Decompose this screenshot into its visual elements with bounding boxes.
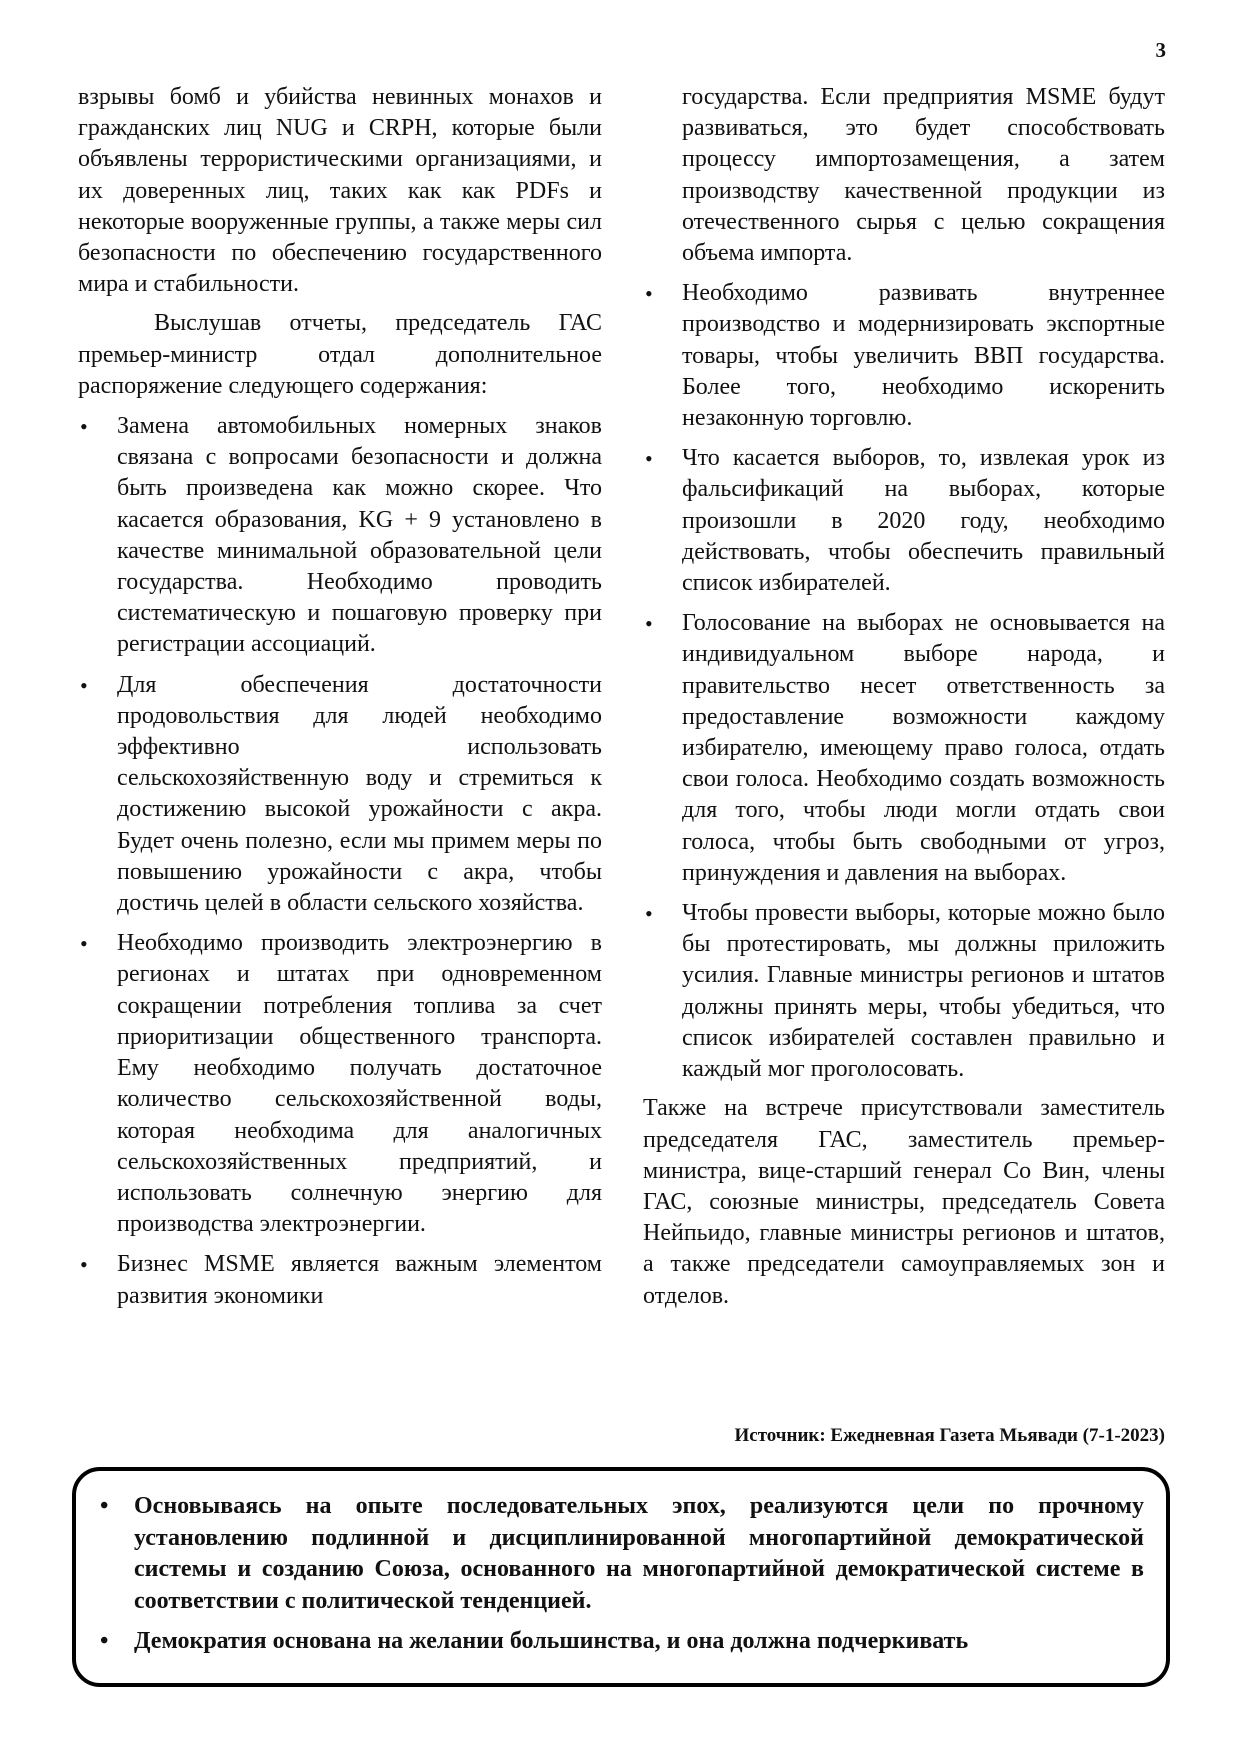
list-item: • Для обеспечения достаточности продовольствия для людей необходимо эффективно использовать сельскохозяйственную воду и стремиться к достижению высокой урожайности с акра. Будет очень полезно, если мы примем меры по повышению урожайности с акра, чтобы достичь целей в области сельского хозяйства. <box>78 670 602 920</box>
page-number: 3 <box>1155 38 1166 62</box>
source-citation: Источник: Ежедневная Газета Мьявади (7-1-2023) <box>734 1425 1165 1446</box>
list-item: • Замена автомобильных номерных знаков связана с вопросами безопасности и должна быть произведена как можно скорее. Что касается образования, KG + 9 установлено в качестве минимальной образовательной цели государства. Необходимо проводить систематическую и пошаговую проверку при регистрации ассоциаций. <box>78 411 602 661</box>
boxed-notes-list <box>94 1491 1144 1658</box>
closing-paragraph: Также на встрече присутствовали заместитель председателя ГАС, заместитель премьер-министра, вице-старший генерал Со Вин, члены ГАС, союзные министры, председатель Совета Нейпьидо, главные министры регионов и штатов, а также председатели самоуправляемых зон и отделов. <box>643 1095 1165 1309</box>
directive-list-continued <box>643 82 1165 1085</box>
right-column <box>643 82 1165 1312</box>
list-item: • Бизнес MSME является важным элементом развития экономики <box>78 1249 602 1311</box>
intro-paragraph: Выслушав отчеты, председатель ГАС премьер-министр отдал дополнительное распоряжение следующего содержания: <box>78 310 602 399</box>
list-item: • Необходимо развивать внутреннее производство и модернизировать экспортные товары, чтобы увеличить ВВП государства. Более того, необходимо искоренить незаконную торговлю. <box>643 278 1165 434</box>
boxed-note: • Демократия основана на желании большинства, и она должна подчеркивать <box>94 1626 1144 1658</box>
boxed-notes <box>72 1467 1170 1687</box>
list-item: • Чтобы провести выборы, которые можно было бы протестировать, мы должны приложить усилия. Главные министры регионов и штатов должны принять меры, чтобы убедиться, что список избирателей составлен правильно и каждый мог проголосовать. <box>643 898 1165 1085</box>
directive-list <box>78 411 602 1312</box>
list-item: • Голосование на выборах не основывается на индивидуальном выборе народа, и правительство несет ответственность за предоставление возможности каждому избирателю, имеющему право голоса, отдать свои голоса. Необходимо создать возможность для того, чтобы люди могли отдать свои голоса, чтобы быть свободными от угроз, принуждения и давления на выборах. <box>643 608 1165 889</box>
opening-paragraph: взрывы бомб и убийства невинных монахов и гражданских лиц NUG и CRPH, которые были объявлены террористическими организациями, и их доверенных лиц, таких как как PDFs и некоторые вооруженные группы, а также меры сил безопасности по обеспечению государственного мира и стабильности. <box>78 84 602 298</box>
boxed-note: • Основываясь на опыте последовательных эпох, реализуются цели по прочному установлению подлинной и дисциплинированной многопартийной демократической системы и созданию Союза, основанного на многопартийной демократической системе в соответствии с политической тенденцией. <box>94 1491 1144 1617</box>
left-column <box>78 82 602 1312</box>
list-item: • Что касается выборов, то, извлекая урок из фальсификаций на выборах, которые произошли в 2020 году, необходимо действовать, чтобы обеспечить правильный список избирателей. <box>643 443 1165 599</box>
list-item-continuation: государства. Если предприятия MSME будут развиваться, это будет способствовать процессу импортозамещения, а затем производству качественной продукции из отечественного сырья с целью сокращения объема импорта. <box>682 84 1165 267</box>
list-item: • Необходимо производить электроэнергию в регионах и штатах при одновременном сокращении потребления топлива за счет приоритизации общественного транспорта. Ему необходимо получать достаточное количество сельскохозяйственной воды, которая необходима для аналогичных сельскохозяйственных предприятий, и использовать солнечную энергию для производства электроэнергии. <box>78 928 602 1240</box>
